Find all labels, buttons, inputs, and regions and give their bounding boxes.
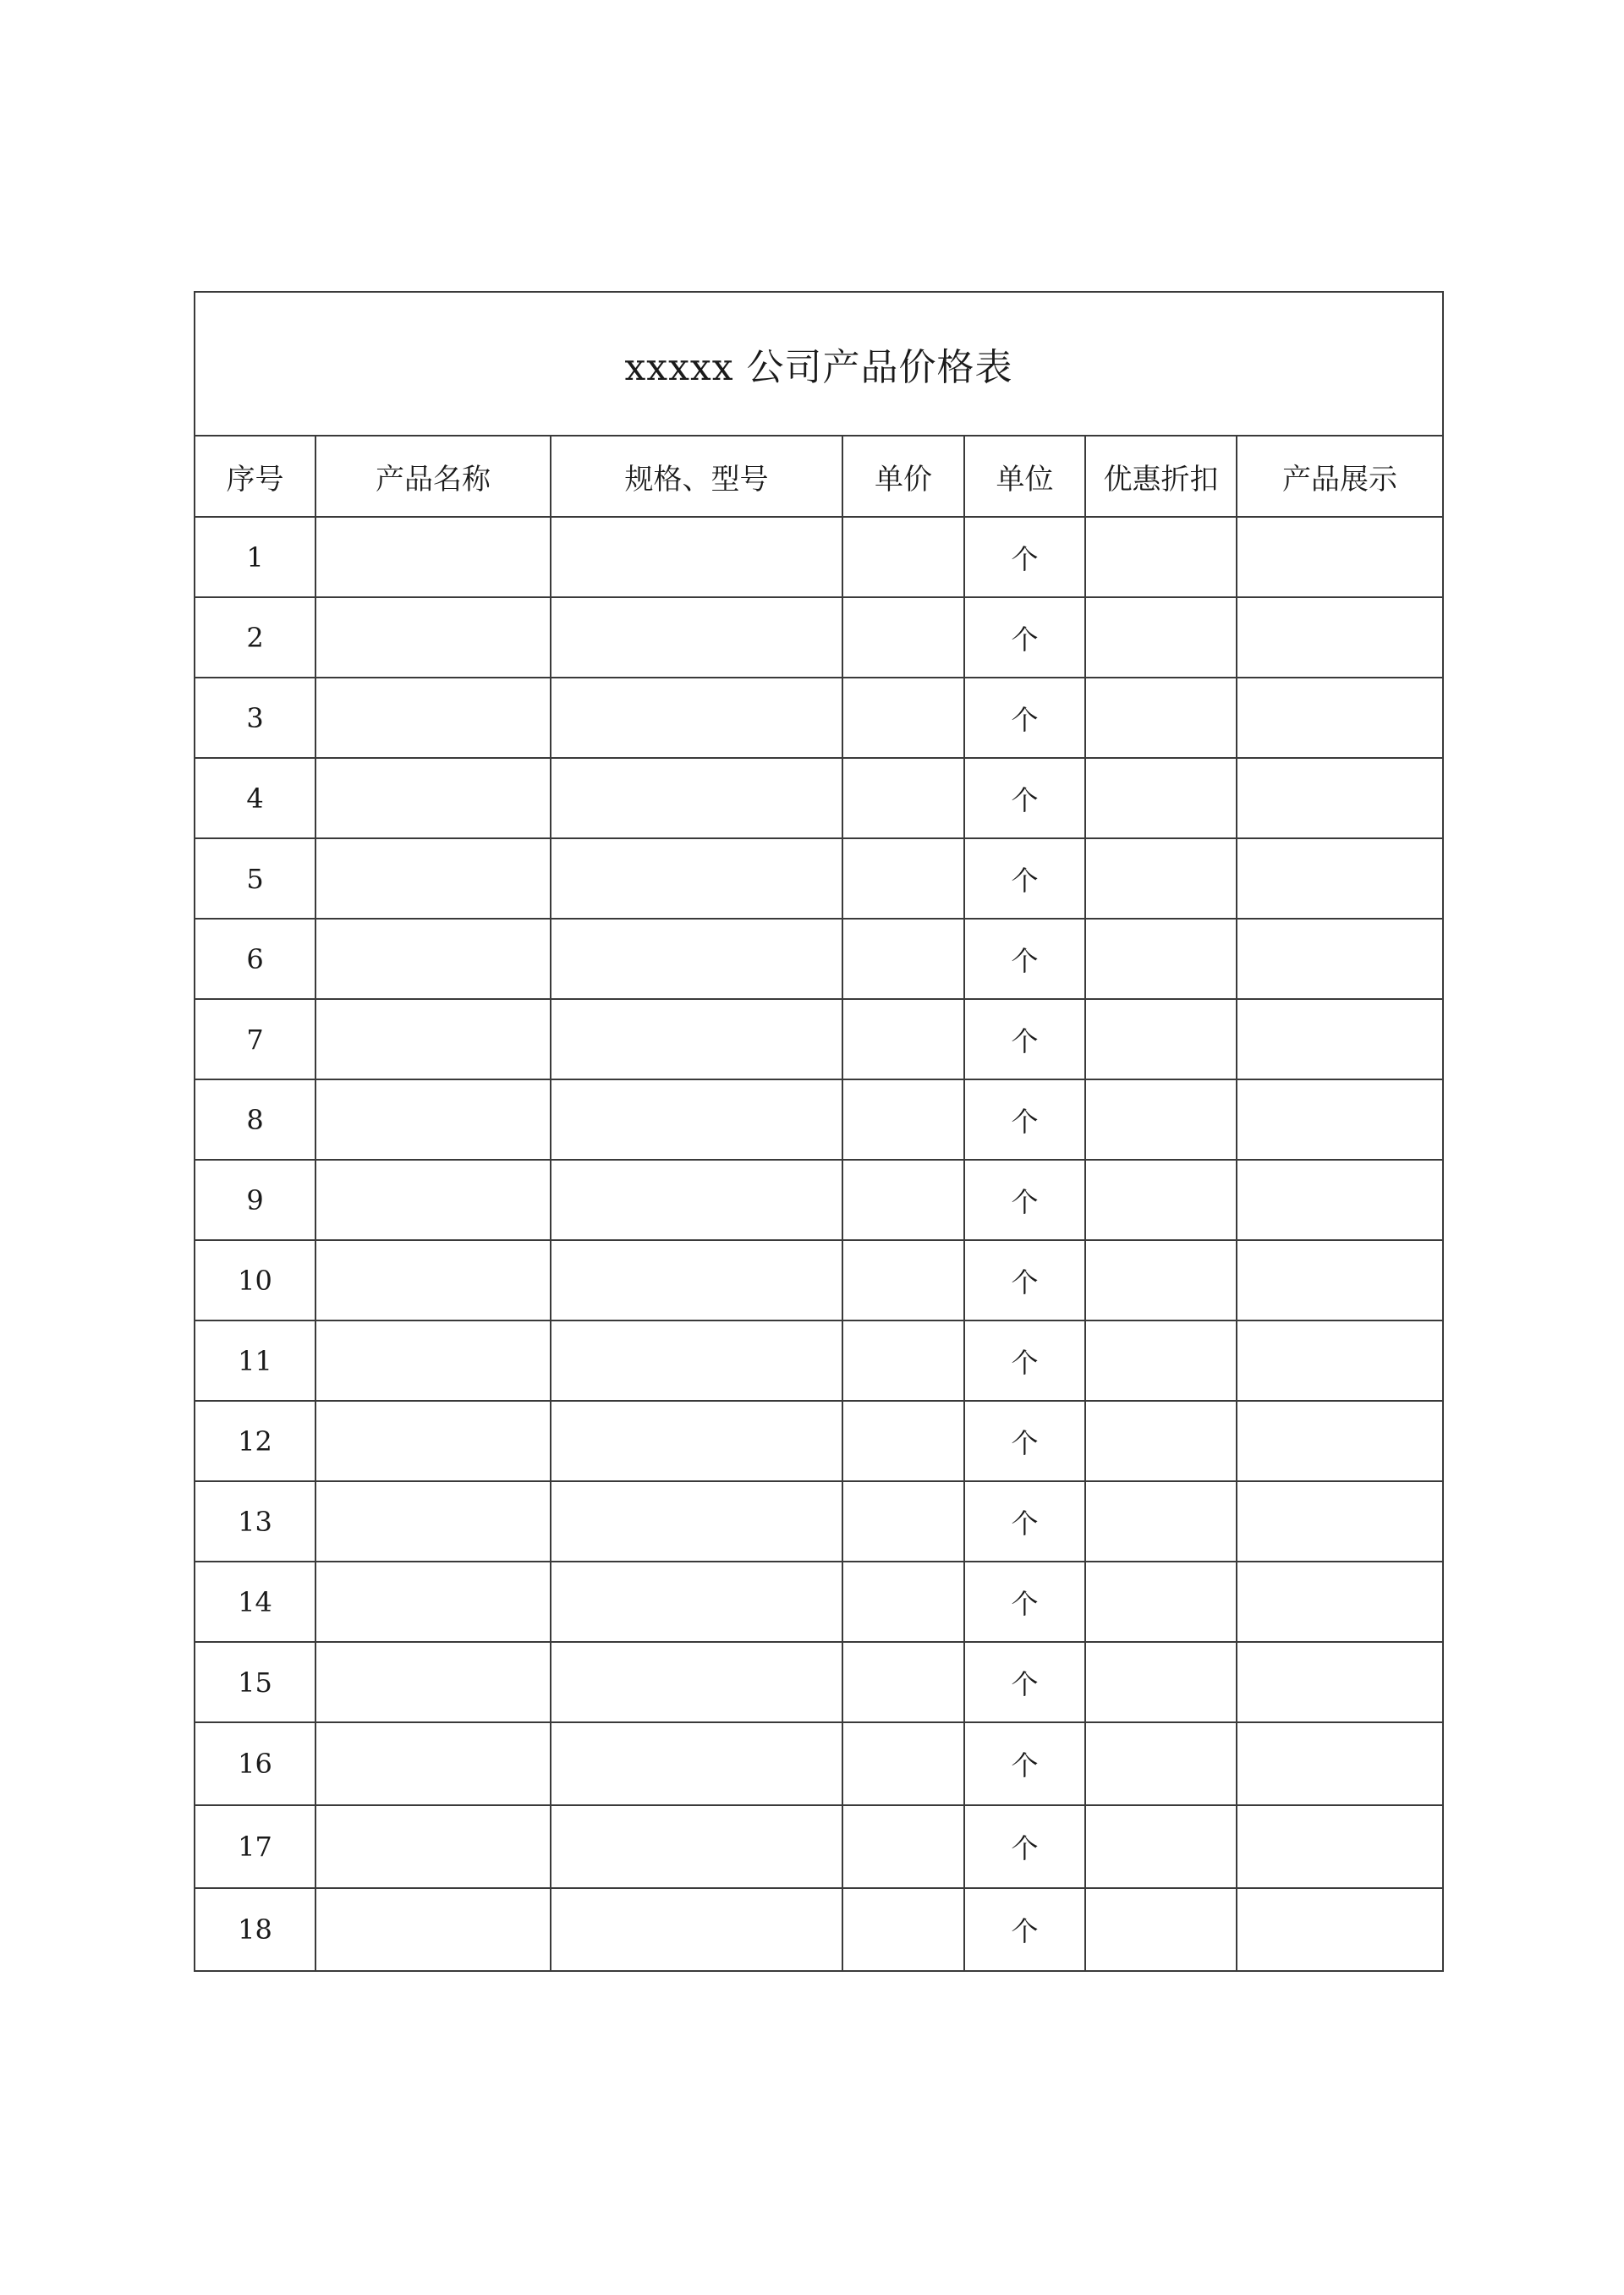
cell-serial-no: 9 <box>195 1160 315 1240</box>
cell-serial-no: 12 <box>195 1401 315 1481</box>
cell-spec-model <box>551 678 842 758</box>
price-list-sheet <box>194 291 1442 1972</box>
cell-unit: 个 <box>964 1401 1085 1481</box>
cell-product-display <box>1237 838 1443 919</box>
cell-unit-price <box>842 1160 964 1240</box>
cell-product-display <box>1237 1401 1443 1481</box>
cell-discount <box>1085 1888 1237 1971</box>
cell-product-display <box>1237 999 1443 1079</box>
cell-unit: 个 <box>964 517 1085 597</box>
cell-unit-price <box>842 597 964 678</box>
cell-unit-price <box>842 1401 964 1481</box>
table-row <box>195 1320 1443 1401</box>
cell-product-name <box>315 1401 551 1481</box>
header-unit-price: 单价 <box>842 436 964 517</box>
cell-discount <box>1085 597 1237 678</box>
cell-spec-model <box>551 1562 842 1642</box>
cell-discount <box>1085 1562 1237 1642</box>
cell-product-name <box>315 1722 551 1805</box>
cell-unit-price <box>842 1079 964 1160</box>
table-row <box>195 1160 1443 1240</box>
header-product-display: 产品展示 <box>1237 436 1443 517</box>
table-row <box>195 678 1443 758</box>
cell-product-display <box>1237 758 1443 838</box>
cell-product-display <box>1237 1160 1443 1240</box>
cell-unit-price <box>842 1805 964 1888</box>
cell-product-display <box>1237 1481 1443 1562</box>
cell-discount <box>1085 1805 1237 1888</box>
cell-discount <box>1085 758 1237 838</box>
cell-product-display <box>1237 1320 1443 1401</box>
cell-product-display <box>1237 517 1443 597</box>
cell-discount <box>1085 1240 1237 1320</box>
cell-unit-price <box>842 1240 964 1320</box>
cell-unit: 个 <box>964 1888 1085 1971</box>
cell-product-name <box>315 1562 551 1642</box>
cell-serial-no: 15 <box>195 1642 315 1722</box>
cell-product-name <box>315 1240 551 1320</box>
cell-product-name <box>315 1805 551 1888</box>
cell-unit: 个 <box>964 1160 1085 1240</box>
header-discount: 优惠折扣 <box>1085 436 1237 517</box>
table-row <box>195 1481 1443 1562</box>
cell-unit-price <box>842 1481 964 1562</box>
table-row <box>195 1401 1443 1481</box>
cell-unit-price <box>842 1562 964 1642</box>
cell-discount <box>1085 1642 1237 1722</box>
cell-unit: 个 <box>964 919 1085 999</box>
cell-spec-model <box>551 1240 842 1320</box>
table-row <box>195 999 1443 1079</box>
cell-product-name <box>315 758 551 838</box>
cell-spec-model <box>551 999 842 1079</box>
header-product-name: 产品名称 <box>315 436 551 517</box>
cell-spec-model <box>551 1079 842 1160</box>
cell-unit: 个 <box>964 1642 1085 1722</box>
table-row <box>195 1722 1443 1805</box>
cell-discount <box>1085 919 1237 999</box>
cell-product-display <box>1237 1079 1443 1160</box>
cell-product-display <box>1237 678 1443 758</box>
cell-discount <box>1085 517 1237 597</box>
cell-discount <box>1085 999 1237 1079</box>
cell-unit-price <box>842 999 964 1079</box>
table-row <box>195 1562 1443 1642</box>
cell-discount <box>1085 1722 1237 1805</box>
cell-discount <box>1085 1079 1237 1160</box>
cell-spec-model <box>551 838 842 919</box>
cell-product-display <box>1237 1642 1443 1722</box>
cell-spec-model <box>551 1481 842 1562</box>
cell-product-name <box>315 678 551 758</box>
table-row <box>195 838 1443 919</box>
cell-serial-no: 11 <box>195 1320 315 1401</box>
cell-spec-model <box>551 597 842 678</box>
cell-serial-no: 10 <box>195 1240 315 1320</box>
cell-product-display <box>1237 1562 1443 1642</box>
cell-unit-price <box>842 758 964 838</box>
cell-unit-price <box>842 838 964 919</box>
cell-serial-no: 17 <box>195 1805 315 1888</box>
header-row <box>195 436 1443 517</box>
cell-product-name <box>315 999 551 1079</box>
cell-unit: 个 <box>964 999 1085 1079</box>
header-serial-no: 序号 <box>195 436 315 517</box>
cell-unit-price <box>842 919 964 999</box>
table-row <box>195 1888 1443 1971</box>
cell-spec-model <box>551 1642 842 1722</box>
table-row <box>195 919 1443 999</box>
cell-spec-model <box>551 517 842 597</box>
cell-unit-price <box>842 517 964 597</box>
cell-product-display <box>1237 1888 1443 1971</box>
table-row <box>195 1079 1443 1160</box>
cell-spec-model <box>551 1722 842 1805</box>
cell-discount <box>1085 1481 1237 1562</box>
price-table <box>194 291 1444 1972</box>
cell-product-display <box>1237 1240 1443 1320</box>
table-row <box>195 1642 1443 1722</box>
table-title: xxxxx 公司产品价格表 <box>195 292 1443 436</box>
cell-unit: 个 <box>964 1481 1085 1562</box>
cell-discount <box>1085 1160 1237 1240</box>
cell-unit: 个 <box>964 1079 1085 1160</box>
cell-product-name <box>315 1160 551 1240</box>
cell-serial-no: 6 <box>195 919 315 999</box>
cell-product-name <box>315 1888 551 1971</box>
table-row <box>195 1240 1443 1320</box>
cell-product-display <box>1237 1722 1443 1805</box>
table-row <box>195 1805 1443 1888</box>
table-row <box>195 517 1443 597</box>
cell-unit-price <box>842 1320 964 1401</box>
cell-unit-price <box>842 1642 964 1722</box>
header-spec-model: 规格、型号 <box>551 436 842 517</box>
cell-unit: 个 <box>964 678 1085 758</box>
table-row <box>195 597 1443 678</box>
cell-spec-model <box>551 1805 842 1888</box>
cell-unit: 个 <box>964 1320 1085 1401</box>
cell-discount <box>1085 1320 1237 1401</box>
cell-discount <box>1085 838 1237 919</box>
cell-serial-no: 5 <box>195 838 315 919</box>
cell-serial-no: 13 <box>195 1481 315 1562</box>
cell-product-display <box>1237 1805 1443 1888</box>
cell-unit: 个 <box>964 1240 1085 1320</box>
cell-product-display <box>1237 919 1443 999</box>
cell-product-name <box>315 517 551 597</box>
cell-serial-no: 1 <box>195 517 315 597</box>
cell-spec-model <box>551 1401 842 1481</box>
cell-serial-no: 3 <box>195 678 315 758</box>
cell-product-name <box>315 1320 551 1401</box>
cell-product-name <box>315 838 551 919</box>
cell-serial-no: 7 <box>195 999 315 1079</box>
cell-unit: 个 <box>964 1562 1085 1642</box>
header-unit: 单位 <box>964 436 1085 517</box>
cell-discount <box>1085 678 1237 758</box>
cell-spec-model <box>551 919 842 999</box>
cell-unit: 个 <box>964 597 1085 678</box>
cell-unit-price <box>842 1888 964 1971</box>
cell-unit: 个 <box>964 758 1085 838</box>
cell-spec-model <box>551 758 842 838</box>
cell-product-name <box>315 597 551 678</box>
cell-product-name <box>315 919 551 999</box>
cell-unit: 个 <box>964 1805 1085 1888</box>
cell-spec-model <box>551 1320 842 1401</box>
cell-unit-price <box>842 1722 964 1805</box>
cell-unit: 个 <box>964 1722 1085 1805</box>
table-row <box>195 758 1443 838</box>
cell-serial-no: 2 <box>195 597 315 678</box>
cell-spec-model <box>551 1160 842 1240</box>
cell-serial-no: 14 <box>195 1562 315 1642</box>
cell-product-display <box>1237 597 1443 678</box>
cell-unit: 个 <box>964 838 1085 919</box>
cell-serial-no: 16 <box>195 1722 315 1805</box>
cell-spec-model <box>551 1888 842 1971</box>
cell-serial-no: 4 <box>195 758 315 838</box>
cell-unit-price <box>842 678 964 758</box>
cell-product-name <box>315 1642 551 1722</box>
cell-product-name <box>315 1481 551 1562</box>
cell-serial-no: 8 <box>195 1079 315 1160</box>
cell-discount <box>1085 1401 1237 1481</box>
cell-serial-no: 18 <box>195 1888 315 1971</box>
cell-product-name <box>315 1079 551 1160</box>
